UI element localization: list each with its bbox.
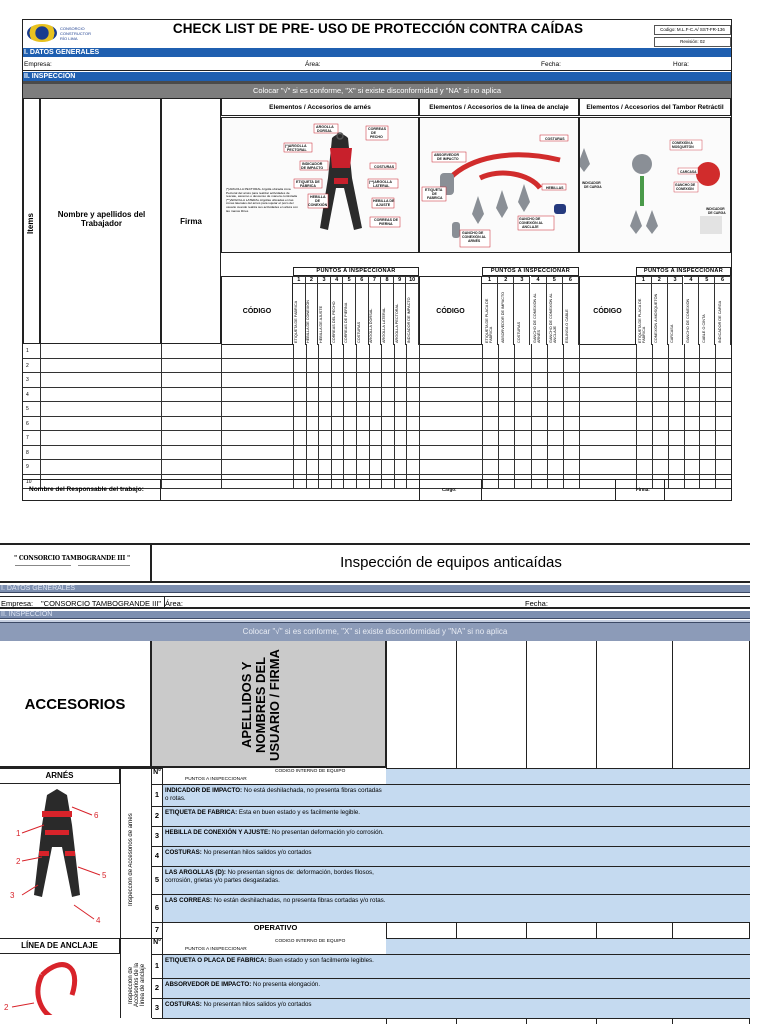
harness-point-label: ARGOLLA LATERAL — [382, 307, 386, 343]
retract-point-number: 4 — [684, 276, 700, 284]
inspection-point-text: Buen estado y son facilmente legibles. — [266, 957, 374, 964]
user-name-header-label: APELLIDOS Y NOMBRES DEL USUARIO / FIRMA — [239, 649, 282, 761]
lanyard-point-number: 5 — [547, 276, 563, 284]
worker-row[interactable] — [23, 402, 731, 417]
grid-line — [636, 344, 637, 489]
inspection-point-text: No están deshilachadas, no presenta fibras cortadas y/o rotas. — [212, 897, 386, 904]
lanyard-illustration — [2, 955, 120, 1015]
inspection-point-title: INDICADOR DE IMPACTO: — [165, 787, 243, 794]
row-number: 8 — [26, 449, 29, 456]
row-number: 4 — [26, 391, 29, 398]
section-inspection: II. INSPECCIÓN — [23, 72, 731, 81]
harness-point-number: 1 — [293, 276, 306, 284]
divider — [164, 597, 165, 608]
svg-text:DE CARGA: DE CARGA — [584, 185, 602, 189]
harness-point-number: 8 — [381, 276, 394, 284]
inspection-point-text: No presentan hilos salidos y/o cortados — [201, 1001, 312, 1008]
grid-line — [563, 344, 564, 489]
svg-text:DE: DE — [371, 131, 376, 135]
svg-text:INDICADOR: INDICADOR — [302, 162, 323, 166]
lanyard-diagram — [419, 117, 579, 253]
item-number: 1 — [154, 790, 160, 799]
harness-diagram — [221, 117, 419, 253]
worker-row[interactable] — [23, 431, 731, 446]
empresa-label: Empresa: — [24, 61, 52, 68]
accessory-vertical-label: Inspección de Accesorios de arnés — [128, 813, 134, 907]
inspection-point-title: COSTURAS: — [165, 849, 202, 856]
svg-text:CONEXIÓN AL: CONEXIÓN AL — [462, 235, 487, 239]
svg-text:CONEXIÓN: CONEXIÓN — [676, 187, 694, 191]
code-input-cells[interactable] — [386, 939, 750, 954]
area-label: Área: — [165, 599, 183, 608]
grid-line — [221, 344, 222, 489]
check-cells[interactable] — [386, 979, 750, 998]
inspection-point-text: No presentan hilos salidos y/o cortados — [201, 849, 312, 856]
grid-line — [668, 344, 669, 489]
grid-line — [715, 344, 716, 489]
inspection-point — [162, 847, 386, 866]
svg-text:COSTURAS: COSTURAS — [374, 165, 395, 169]
fecha-label: Fecha: — [541, 61, 561, 68]
signature-header — [161, 98, 221, 344]
sheet2-instruction: Colocar "√" si es conforme, "X" si existe disconformidad y "NA" si no aplica — [0, 622, 750, 641]
retract-point-label: CARCASA — [670, 324, 675, 343]
svg-text:CARCASA: CARCASA — [680, 170, 697, 174]
retract-point-label: CABLE O CINTA — [701, 314, 706, 343]
company-logo-text: CONSORCIO CONSTRUCTOR RÍO LIMA — [60, 26, 92, 41]
check-cells[interactable] — [386, 955, 750, 978]
document-revision: Revisión: 02 — [654, 37, 731, 47]
inspection-point-text: Esta en buen estado y es facilmente legible. — [237, 809, 360, 816]
svg-text:ABSORVEDOR: ABSORVEDOR — [434, 153, 460, 157]
harness-illustration — [2, 785, 120, 935]
empresa-value: "CONSORCIO TAMBOGRANDE III" — [41, 599, 162, 608]
svg-text:HEBILLA DE: HEBILLA DE — [373, 199, 395, 203]
lanyard-point-label: ETIQUETA DE PLACA DE FABRICA — [484, 298, 493, 343]
lanyard-callout-number: 2 — [4, 1003, 9, 1012]
harness-callout-number: 3 — [10, 891, 15, 900]
retract-point-label: GANCHO DE CONEXIÓN — [685, 298, 690, 343]
inspection-point-title: ABSORVEDOR DE IMPACTO: — [165, 981, 252, 988]
harness-point-label: ARGOLLA PECTORAL — [394, 303, 399, 343]
item-number: 2 — [154, 983, 160, 992]
harness-point-number: 4 — [331, 276, 344, 284]
grid-line — [306, 344, 307, 489]
retract-point-number: 2 — [652, 276, 668, 284]
retract-point-label: INDICADOR DE CARGA — [717, 300, 722, 343]
item-number: 3 — [154, 831, 160, 840]
grid-line — [699, 344, 700, 489]
inspection-point-title: ETIQUETA O PLACA DE FABRICA: — [165, 957, 267, 964]
retractable-diagram — [579, 117, 731, 253]
grid-line — [531, 344, 532, 489]
sheet2-title: Inspección de equipos anticaídas — [340, 554, 562, 571]
harness-points-header: PUNTOS A INSPECCIONAR — [293, 267, 419, 276]
items-header — [23, 98, 40, 344]
retractable-points-header: PUNTOS A INSPECCIONAR — [636, 267, 731, 276]
worker-row[interactable] — [23, 359, 731, 374]
worker-row[interactable] — [23, 417, 731, 432]
number-header: N° — [153, 939, 161, 946]
inspection-point-text: No presentan signos de: deformación, bordes filosos, corrosión, grietas y/o partes desgastadas. — [165, 869, 374, 884]
grid-line — [40, 344, 41, 489]
accessories-header: ACCESORIOS — [0, 641, 152, 768]
checklist-sheet — [22, 19, 732, 501]
grid-line — [684, 344, 685, 489]
grid-line — [482, 344, 483, 489]
harness-point-label: CORREAS DEL PECHO — [331, 301, 336, 343]
harness-point-number: 6 — [356, 276, 369, 284]
svg-text:LATERAL: LATERAL — [373, 184, 390, 188]
harness-point-number: 3 — [318, 276, 331, 284]
lanyard-point-number: 2 — [498, 276, 514, 284]
worker-name-header-label: Nombre y apellidos del Trabajador — [57, 210, 146, 228]
svg-text:MOSQUETÓN: MOSQUETÓN — [672, 145, 694, 149]
hora-label: Hora: — [673, 61, 689, 68]
harness-code-header: CÓDIGO — [221, 276, 293, 345]
svg-text:CONEXIÓN AL: CONEXIÓN AL — [519, 221, 544, 225]
row-number: 7 — [26, 435, 29, 441]
grid-line — [381, 344, 382, 489]
responsible-name-label: Nombre del Responsable del trabajo: — [23, 480, 161, 500]
item-number: 2 — [154, 811, 160, 820]
worker-row[interactable] — [23, 446, 731, 461]
harness-callout-number: 2 — [16, 857, 21, 866]
retract-point-number: 1 — [636, 276, 652, 284]
harness-point-number: 5 — [343, 276, 356, 284]
lanyard-group-header: Elementos / Accesorios de la línea de anclaje — [419, 98, 579, 116]
inspection-point — [162, 807, 386, 826]
check-cells[interactable] — [386, 827, 750, 846]
retractable-code-header: CÓDIGO — [579, 276, 636, 345]
harness-point-number: 2 — [306, 276, 319, 284]
instruction-banner: Colocar "√" si es conforme, "X" si existe disconformidad y "NA" si no aplica — [23, 84, 731, 98]
inspection-point — [162, 827, 386, 846]
lanyard-point-label: GANCHO DE CONEXIÓN AL ANCLAJE — [549, 293, 558, 343]
document-code: Codigo: M.L.F-C.A/ SST-FR-136 — [654, 25, 731, 35]
lanyard-point-number: 1 — [482, 276, 498, 284]
worker-row[interactable] — [23, 373, 731, 388]
grid-line — [369, 344, 370, 489]
svg-text:INDICADOR: INDICADOR — [706, 207, 725, 211]
harness-group-header: Elementos / Accesorios de arnés — [221, 98, 419, 116]
sheet2-general-data — [0, 596, 750, 609]
svg-text:FABRICA: FABRICA — [427, 196, 443, 200]
grid-line — [419, 344, 420, 489]
area-label: Área: — [305, 61, 321, 68]
row-line — [152, 1018, 750, 1019]
section-general-data: I. DATOS GENERALES — [23, 48, 731, 57]
grid-line — [514, 344, 515, 489]
harness-illustration — [222, 118, 418, 252]
svg-text:DE: DE — [315, 199, 320, 203]
svg-text:DE IMPACTO: DE IMPACTO — [301, 166, 324, 170]
accessory-vertical-label: Inspección de Accesorios de la línea de anclaje — [128, 962, 146, 1008]
code-input-cells[interactable] — [386, 769, 750, 784]
svg-text:PIERNA: PIERNA — [379, 222, 393, 226]
harness-callout-number: 4 — [96, 916, 101, 925]
lanyard-point-number: 3 — [514, 276, 530, 284]
harness-callout-number: 5 — [102, 871, 107, 880]
sheet2-section-general: I. DATOS GENERALES — [0, 585, 750, 593]
svg-text:ARNÉS: ARNÉS — [468, 239, 481, 243]
check-cells[interactable] — [386, 867, 750, 894]
grid-line — [394, 344, 395, 489]
accessory-label: ARNÉS — [0, 768, 120, 784]
svg-text:(**)ARGOLLA: (**)ARGOLLA — [369, 180, 392, 184]
inspection-point-text: No presenta elongación. — [251, 981, 321, 988]
sheet2-section-inspection: II. INSPECCIÓN — [0, 611, 750, 619]
lanyard-point-label: ABSORVEDOR DE IMPACTO — [500, 291, 505, 343]
inspection-point — [162, 867, 386, 894]
inspection-point — [162, 785, 386, 806]
inspection-point-text: OPERATIVO — [253, 923, 298, 932]
retractable-illustration — [580, 118, 730, 252]
harness-point-number: 10 — [406, 276, 419, 284]
inspection-point-title: LAS ARGOLLAS (D): — [165, 869, 226, 876]
logo-underline — [15, 565, 71, 566]
grid-line — [356, 344, 357, 489]
items-header-label: Items — [26, 213, 35, 235]
grid-line — [343, 344, 344, 489]
retract-point-label: ETIQUETA DE PLACA DE FABRICA — [638, 298, 647, 343]
inspection-point-title: HEBILLA DE CONEXIÓN Y AJUSTE: — [165, 829, 271, 836]
inspection-point — [162, 979, 386, 998]
svg-text:DE CARGA: DE CARGA — [708, 211, 726, 215]
worker-name-header — [40, 98, 161, 344]
page-title: CHECK LIST DE PRE- USO DE PROTECCIÓN CONTRA CAÍDAS — [172, 21, 584, 36]
svg-text:CORREAS DE: CORREAS DE — [374, 218, 398, 222]
check-cells[interactable] — [386, 807, 750, 826]
check-cells[interactable] — [386, 999, 750, 1018]
item-number: 5 — [154, 875, 160, 884]
number-header: N° — [153, 769, 161, 776]
svg-text:DORSAL: DORSAL — [317, 129, 333, 133]
harness-point-label: INDICADOR DE IMPACTO — [407, 297, 412, 343]
empresa-label: Empresa: — [1, 599, 34, 608]
harness-point-label: ETIQUETA DE FABRICA — [293, 300, 298, 343]
inspection-point — [162, 895, 386, 922]
grid-line — [161, 344, 162, 489]
inspection-point-title: LAS CORREAS: — [165, 897, 213, 904]
grid-line — [293, 344, 294, 489]
internal-code-label: CODIGO INTERNO DE EQUIPO — [275, 939, 346, 944]
grid-line — [498, 344, 499, 489]
lanyard-point-number: 6 — [563, 276, 579, 284]
lanyard-point-label: GANCHO DE CONEXIÓN AL ARNÉS — [533, 293, 542, 343]
row-number: 6 — [26, 420, 29, 427]
row-number: 2 — [26, 362, 29, 369]
svg-text:COSTURAS: COSTURAS — [545, 137, 565, 141]
svg-text:DE IMPACTO: DE IMPACTO — [437, 157, 459, 161]
harness-point-label: CORREAS DE PIERNA — [344, 302, 349, 343]
svg-text:GANCHO DE: GANCHO DE — [462, 231, 484, 235]
grid-line — [331, 344, 332, 489]
fecha-label: Fecha: — [525, 599, 548, 608]
harness-point-number: 7 — [369, 276, 382, 284]
inspection-point — [162, 999, 386, 1018]
svg-text:GANCHO DE: GANCHO DE — [675, 183, 696, 187]
item-number: 6 — [154, 903, 160, 912]
lanyard-points-header: PUNTOS A INSPECCIONAR — [482, 267, 579, 276]
inspection-point — [162, 923, 386, 938]
svg-text:(*)ARGOLLA: (*)ARGOLLA — [285, 144, 307, 148]
signature-header-label: Firma — [180, 217, 202, 226]
svg-text:HEBILLA: HEBILLA — [310, 195, 326, 199]
svg-text:ARGOLLA: ARGOLLA — [316, 125, 334, 129]
internal-code-label: CODIGO INTERNO DE EQUIPO — [275, 769, 346, 774]
inspection-point-text: No está deshilachada, no presenta fibras cortadas o rotas. — [165, 787, 382, 802]
lanyard-point-label: COSTURAS — [516, 321, 521, 343]
harness-point-number: 9 — [394, 276, 407, 284]
responsible-footer — [23, 479, 731, 499]
lanyard-point-number: 4 — [531, 276, 547, 284]
lanyard-illustration — [420, 118, 578, 252]
check-cells[interactable] — [386, 785, 750, 806]
item-number: 1 — [154, 961, 160, 970]
svg-text:GANCHO DE: GANCHO DE — [519, 217, 541, 221]
lanyard-point-label: ESLINGA O CABLE — [565, 309, 570, 343]
svg-text:PECTORAL: PECTORAL — [287, 148, 307, 152]
svg-text:ETIQUETA: ETIQUETA — [425, 188, 443, 192]
grid-line — [547, 344, 548, 489]
sheet2-header — [0, 545, 750, 583]
svg-text:DE: DE — [432, 192, 437, 196]
check-cells[interactable] — [386, 895, 750, 922]
harness-note: (*)ARGOLLA PECTORAL Argolla ubicada zona Pectoral del arnés para realizar actividades de rescate, ascenso o descenso de manera controlada (**)ARGOLLA LATERAL Argollas ubicadas en las zonas laterales del arnés para sujetar el pozo del usuario cuando realiza sus actividades en altura con las manos libres — [226, 188, 298, 213]
row-number: 5 — [26, 406, 29, 412]
accessory-label: LÍNEA DE ANCLAJE — [0, 938, 120, 954]
row-number: 1 — [26, 348, 29, 354]
svg-text:AJUSTE: AJUSTE — [376, 203, 391, 207]
inspection-point-title: COSTURAS: — [165, 1001, 202, 1008]
firma-label: Firma: — [615, 480, 665, 500]
equipment-inspection-sheet — [0, 543, 750, 1024]
worker-row[interactable] — [23, 388, 731, 403]
svg-text:HEBILLAS: HEBILLAS — [546, 186, 564, 190]
consortium-logo-text: " CONSORCIO TAMBOGRANDE III " — [14, 555, 130, 562]
retract-point-number: 3 — [668, 276, 684, 284]
row-number: 3 — [26, 377, 29, 383]
grid-line — [579, 344, 580, 489]
svg-text:PECHO: PECHO — [370, 135, 383, 139]
user-name-header — [152, 641, 386, 768]
svg-text:ANCLAJE: ANCLAJE — [522, 225, 539, 229]
consortium-logo — [0, 545, 152, 583]
harness-point-label: HEBILLA DE CONEXIÓN — [306, 299, 311, 343]
harness-callout-number: 6 — [94, 811, 99, 820]
points-label: PUNTOS A INSPECCIONAR — [185, 947, 247, 952]
points-label: PUNTOS A INSPECCIONAR — [185, 777, 247, 782]
inspection-point-title: ETIQUETA DE FABRICA: — [165, 809, 238, 816]
retract-point-label: CONEXIÓN A MOSQUETÓN — [654, 293, 659, 343]
inspection-point — [162, 955, 386, 978]
item-number: 3 — [154, 1003, 160, 1012]
svg-text:FABRICA: FABRICA — [300, 184, 316, 188]
logo-underline — [78, 565, 130, 566]
harness-callout-number: 1 — [16, 829, 21, 838]
worker-row[interactable] — [23, 344, 731, 359]
lanyard-code-header: CÓDIGO — [419, 276, 482, 345]
harness-point-label: HEBILLA DE AJUSTE — [319, 305, 323, 343]
grid-line — [406, 344, 407, 489]
svg-text:CORREAS: CORREAS — [368, 127, 386, 131]
harness-point-label: ARGOLLA DORSAL — [369, 308, 374, 343]
retract-point-number: 5 — [699, 276, 715, 284]
check-cells[interactable] — [386, 847, 750, 866]
row-number: 9 — [26, 464, 29, 470]
svg-text:CONEXIÓN: CONEXIÓN — [308, 203, 328, 207]
row-number: 10 — [26, 478, 32, 485]
svg-text:INDICADOR: INDICADOR — [582, 181, 601, 185]
company-logo — [27, 24, 57, 42]
svg-text:CONEXIÓN A: CONEXIÓN A — [672, 141, 693, 145]
retractable-group-header: Elementos / Accesorios del Tambor Retráctil — [579, 98, 731, 116]
grid-line — [318, 344, 319, 489]
item-number: 4 — [154, 851, 160, 860]
grid-line — [652, 344, 653, 489]
inspection-point-text: No presentan deformación y/o corrosión. — [270, 829, 384, 836]
retract-point-number: 6 — [715, 276, 731, 284]
harness-point-label: COSTURAS — [356, 321, 361, 343]
svg-text:ETIQUETA DE: ETIQUETA DE — [296, 180, 320, 184]
general-data-row — [23, 58, 731, 71]
cargo-label: Cargo: — [419, 480, 482, 500]
inspection-table — [23, 98, 731, 502]
worker-row[interactable] — [23, 460, 731, 475]
item-number: 7 — [154, 925, 160, 934]
